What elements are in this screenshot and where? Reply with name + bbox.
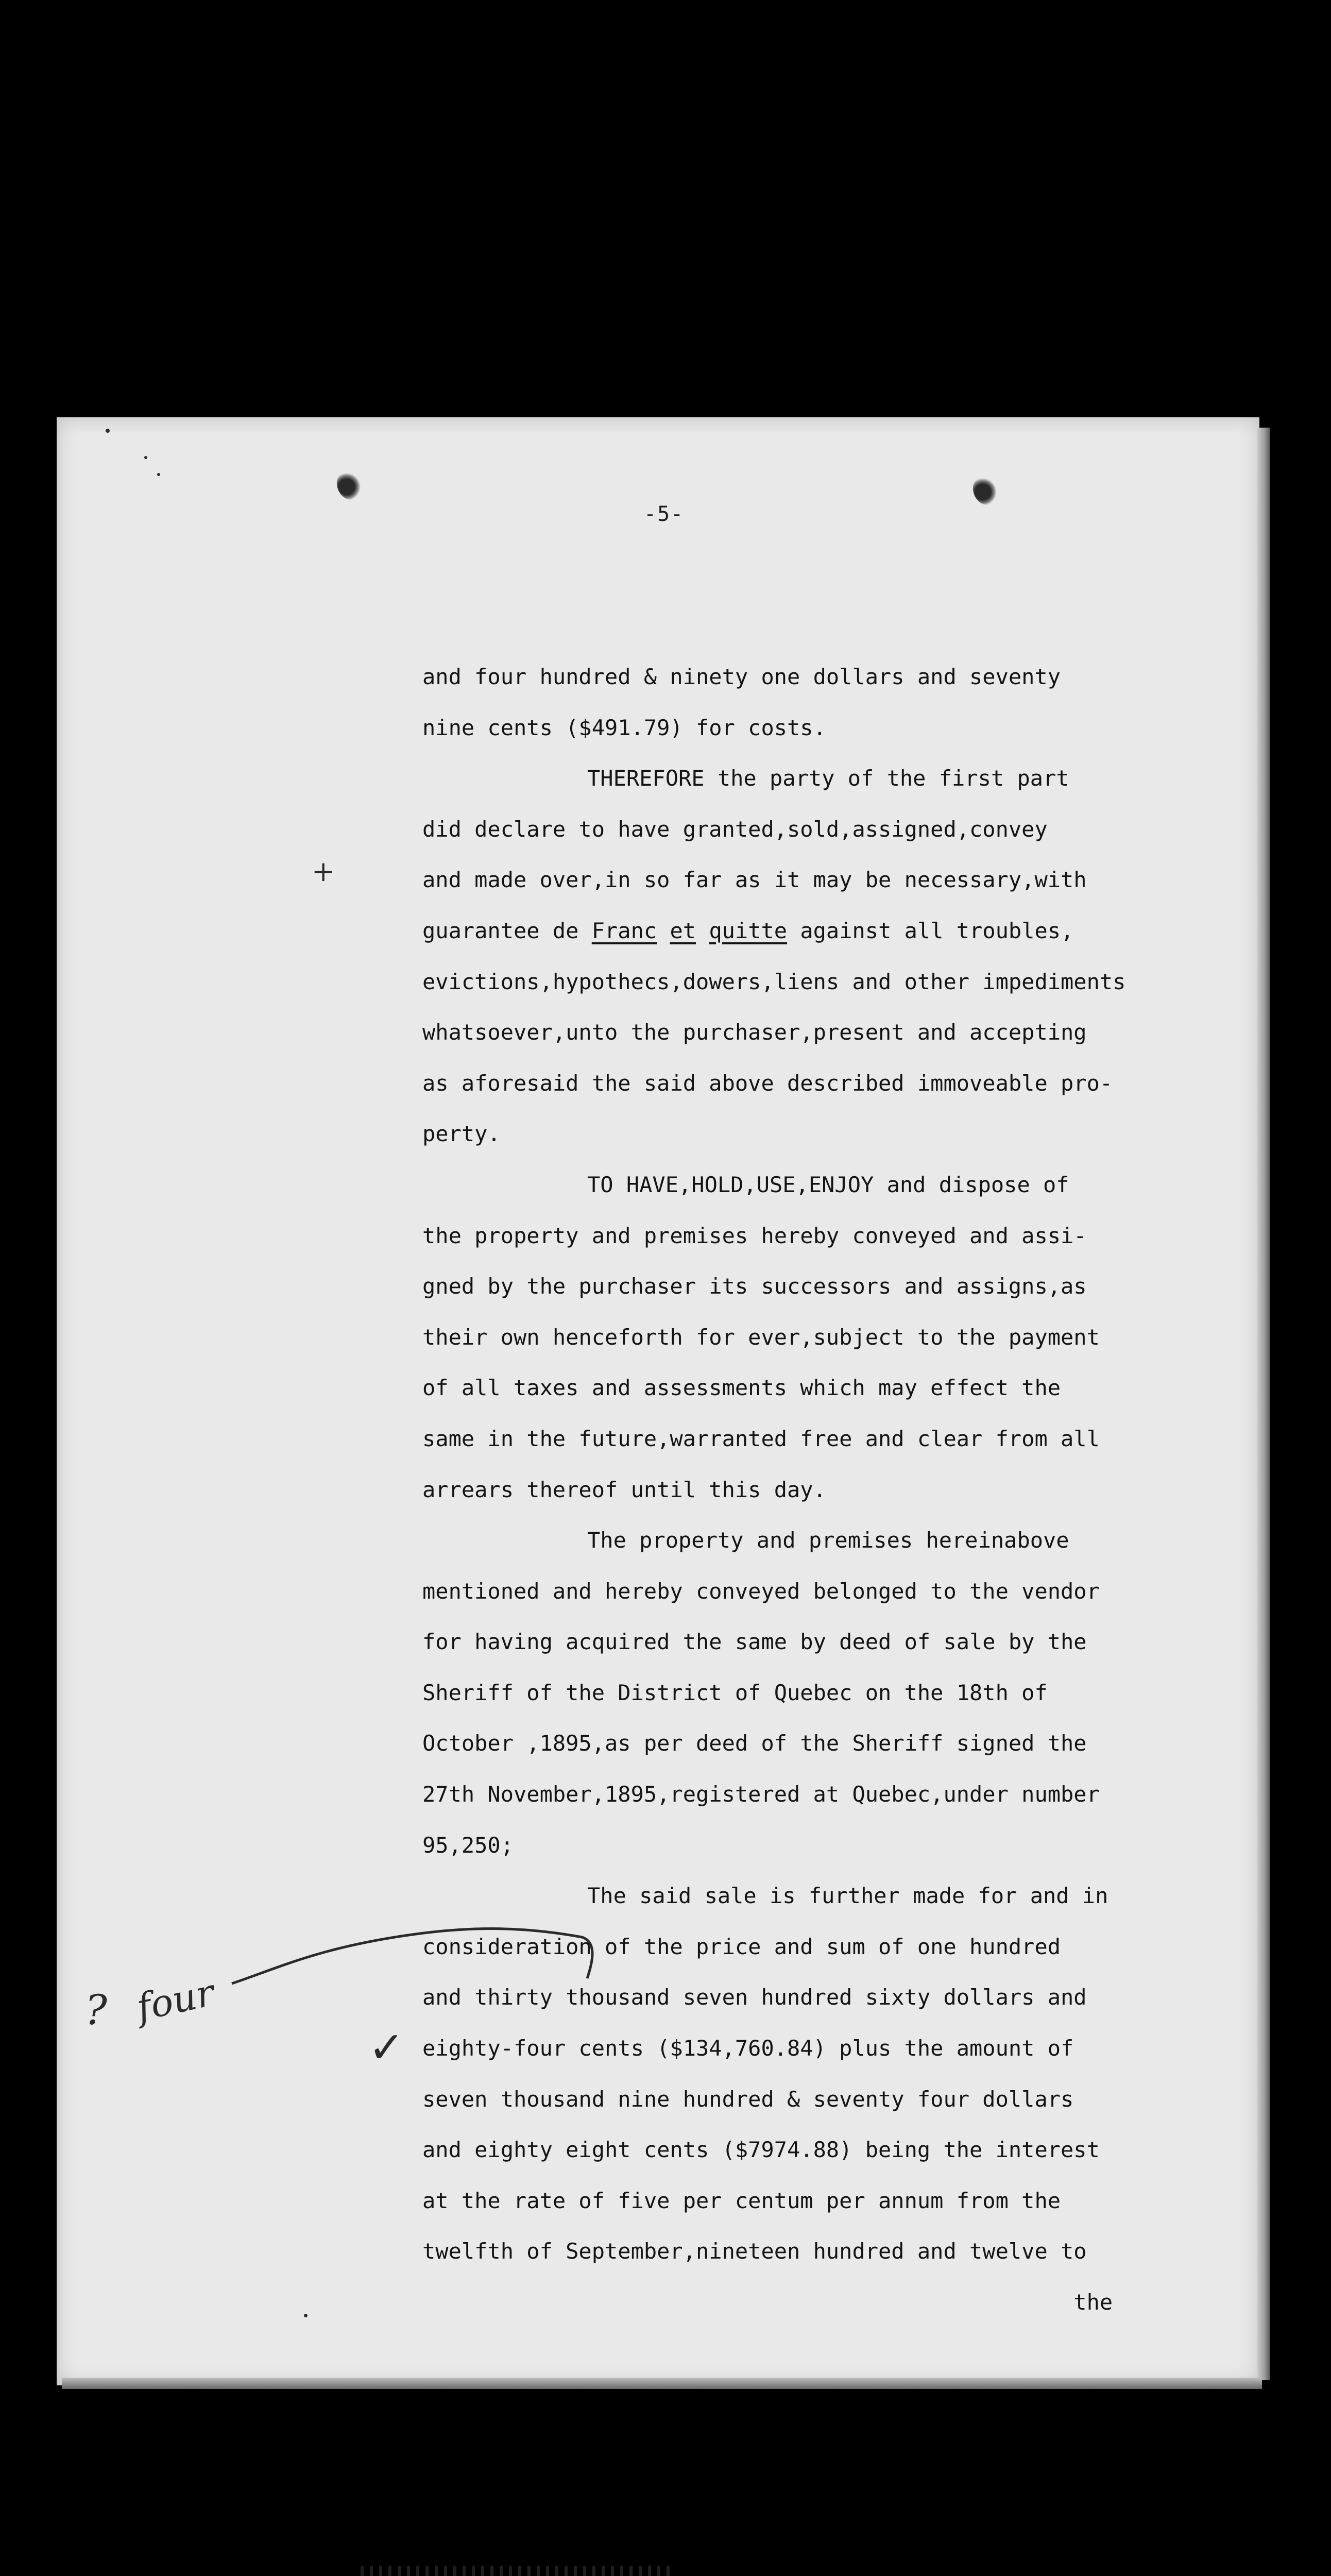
dust-speck xyxy=(157,473,160,476)
text-line: THEREFORE the party of the first part xyxy=(587,766,1069,791)
text-line: perty. xyxy=(422,1121,501,1147)
text-line: and thirty thousand seven hundred sixty dollars and xyxy=(422,1985,1087,2010)
text-line: October ,1895,as per deed of the Sheriff signed the xyxy=(422,1731,1087,1756)
text-line: and eighty eight cents ($7974.88) being the interest xyxy=(422,2137,1100,2163)
page-bottom-edge xyxy=(62,2378,1262,2389)
text-line: and four hundred & ninety one dollars and seventy xyxy=(422,664,1061,689)
text-line: nine cents ($491.79) for costs. xyxy=(422,715,826,740)
text-line: did declare to have granted,sold,assigned,convey xyxy=(422,816,1048,842)
dust-speck xyxy=(144,456,147,459)
text-line: whatsoever,unto the purchaser,present and accepting xyxy=(422,1020,1087,1045)
text-line: consideration of the price and sum of one hundred xyxy=(422,1934,1061,1959)
scan-artifact xyxy=(361,2566,670,2576)
text-fragment xyxy=(696,918,709,943)
text-fragment: Franc xyxy=(591,918,657,943)
text-line: eighty-four cents ($134,760.84) plus the amount of xyxy=(422,2036,1074,2061)
text-line: arrears thereof until this day. xyxy=(422,1477,826,1502)
text-line: evictions,hypothecs,dowers,liens and other impediments xyxy=(422,969,1126,994)
page-number: -5- xyxy=(644,502,685,526)
text-line: mentioned and hereby conveyed belonged to the vendor xyxy=(422,1578,1100,1604)
text-line: TO HAVE,HOLD,USE,ENJOY and dispose of xyxy=(587,1172,1069,1197)
dust-speck xyxy=(106,429,110,433)
text-line: of all taxes and assessments which may effect the xyxy=(422,1375,1061,1401)
text-line: The said sale is further made for and in xyxy=(587,1883,1108,1909)
text-line: at the rate of five per centum per annum from the xyxy=(422,2188,1061,2213)
text-fragment: quitte xyxy=(709,918,788,943)
text-line: gned by the purchaser its successors and assigns,as xyxy=(422,1274,1087,1299)
text-line: the property and premises hereby conveyed and assi- xyxy=(422,1223,1087,1248)
text-fragment: guarantee de xyxy=(422,918,592,943)
margin-question-mark: ? xyxy=(85,1986,107,2034)
page-right-edge xyxy=(1257,428,1270,2380)
text-fragment: against all troubles, xyxy=(787,918,1074,943)
document-body xyxy=(422,652,1247,2328)
text-line: same in the future,warranted free and clear from all xyxy=(422,1426,1100,1451)
text-line: and made over,in so far as it may be necessary,with xyxy=(422,867,1087,893)
dust-speck xyxy=(304,2314,308,2317)
text-line: The property and premises hereinabove xyxy=(587,1528,1069,1553)
text-line: for having acquired the same by deed of sale by the xyxy=(422,1629,1087,1655)
text-line: the xyxy=(422,2290,1113,2315)
text-line: as aforesaid the said above described immoveable pro- xyxy=(422,1070,1113,1096)
text-line: Sheriff of the District of Quebec on the 18th of xyxy=(422,1680,1048,1705)
text-line: 95,250; xyxy=(422,1832,514,1858)
handwritten-insertion-line xyxy=(216,1906,618,2009)
text-line: seven thousand nine hundred & seventy four dollars xyxy=(422,2086,1074,2112)
margin-plus-mark: + xyxy=(312,855,335,888)
text-fragment: et xyxy=(670,918,696,943)
text-fragment xyxy=(657,918,670,943)
text-line: 27th November,1895,registered at Quebec,under number xyxy=(422,1782,1100,1807)
margin-note-four: four xyxy=(132,1971,218,2029)
text-line: their own henceforth for ever,subject to the payment xyxy=(422,1324,1100,1350)
text-line: twelfth of September,nineteen hundred and twelve to xyxy=(422,2239,1087,2264)
text-line xyxy=(422,906,1247,957)
margin-check-mark: ✓ xyxy=(368,2022,405,2073)
